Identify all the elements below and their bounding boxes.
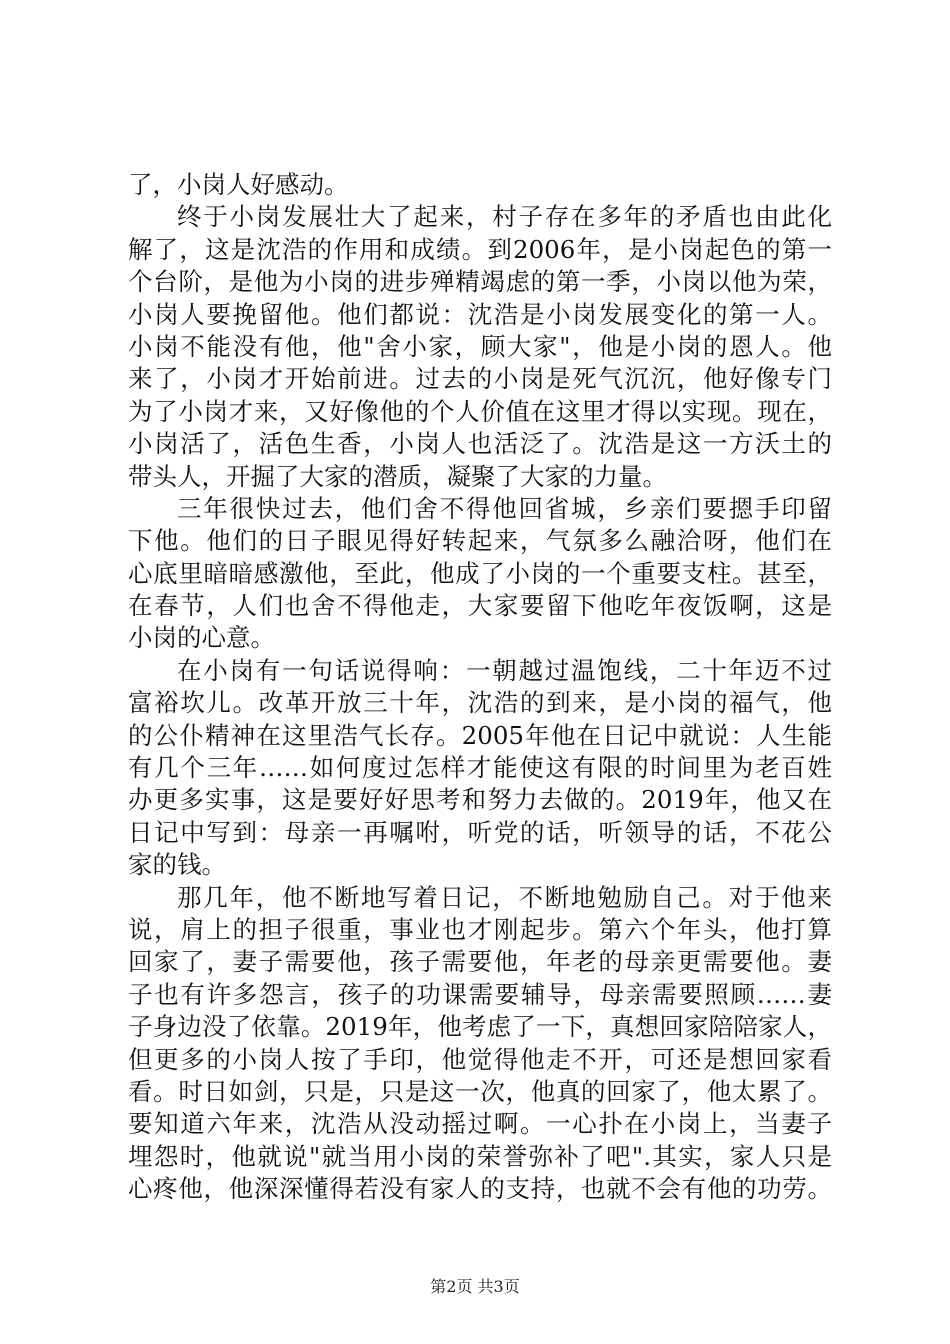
text-line: 带头人，开掘了大家的潜质，凝聚了大家的力量。 <box>128 461 667 491</box>
text-line: 三年很快过去，他们舍不得他回省城，乡亲们要摁手印留 <box>177 493 832 523</box>
text-line: 了，小岗人好感动。 <box>128 170 349 199</box>
text-line: 回家了，妻子需要他，孩子需要他，年老的母亲更需要他。妻 <box>128 947 832 977</box>
text-line: 埋怨时，他就说"就当用小岗的荣誉弥补了吧".其实，家人只是 <box>128 1141 832 1171</box>
text-line: 办更多实事，这是要好好思考和努力去做的。2019年，他又在 <box>128 785 832 815</box>
text-line: 心底里暗暗感激他，至此，他成了小岗的一个重要支柱。甚至， <box>128 558 832 588</box>
text-line: 终于小岗发展壮大了起来，村子存在多年的矛盾也由此化 <box>177 202 832 232</box>
text-line: 小岗的心意。 <box>128 623 275 653</box>
text-line: 小岗不能没有他，他"舍小家，顾大家"，他是小岗的恩人。他 <box>128 331 832 361</box>
text-line: 在小岗有一句话说得响：一朝越过温饱线，二十年迈不过 <box>177 655 832 685</box>
text-line: 为了小岗才来，又好像他的个人价值在这里才得以实现。现在， <box>128 396 832 426</box>
text-line: 说，肩上的担子很重，事业也才刚起步。第六个年头，他打算 <box>128 914 832 944</box>
text-line: 解了，这是沈浩的作用和成绩。到2006年，是小岗起色的第一 <box>128 234 832 264</box>
text-line: 下他。他们的日子眼见得好转起来，气氛多么融洽呀，他们在 <box>128 526 832 556</box>
text-line: 有几个三年……如何度过怎样才能使这有限的时间里为老百姓 <box>128 753 832 783</box>
text-line: 小岗人要挽留他。他们都说：沈浩是小岗发展变化的第一人。 <box>128 299 832 329</box>
text-line: 个台阶，是他为小岗的进步殚精竭虑的第一季，小岗以他为荣， <box>128 267 832 297</box>
text-line: 的公仆精神在这里浩气长存。2005年他在日记中就说：人生能 <box>128 720 832 750</box>
text-line: 但更多的小岗人按了手印，他觉得他走不开，可还是想回家看 <box>128 1044 832 1074</box>
text-line: 富裕坎儿。改革开放三十年，沈浩的到来，是小岗的福气，他 <box>128 688 832 718</box>
text-line: 要知道六年来，沈浩从没动摇过啊。一心扑在小岗上，当妻子 <box>128 1109 832 1139</box>
text-line: 日记中写到：母亲一再嘱咐，听党的话，听领导的话，不花公 <box>128 817 832 847</box>
text-line: 心疼他，他深深懂得若没有家人的支持，也就不会有他的功劳。 <box>128 1174 832 1204</box>
page-footer: 第2页 共3页 <box>430 1277 520 1296</box>
text-line: 来了，小岗才开始前进。过去的小岗是死气沉沉，他好像专门 <box>128 364 832 394</box>
text-line: 在春节，人们也舍不得他走，大家要留下他吃年夜饭啊，这是 <box>128 591 832 621</box>
text-line: 小岗活了，活色生香，小岗人也活泛了。沈浩是这一方沃土的 <box>128 429 832 459</box>
text-line: 子身边没了依靠。2019年，他考虑了一下，真想回家陪陪家人， <box>128 1012 832 1042</box>
text-line: 看。时日如剑，只是，只是这一次，他真的回家了，他太累了。 <box>128 1076 832 1106</box>
body-text <box>128 169 832 1206</box>
text-line: 子也有许多怨言，孩子的功课需要辅导，母亲需要照顾……妻 <box>128 979 832 1009</box>
text-line: 家的钱。 <box>128 850 226 880</box>
text-line: 那几年，他不断地写着日记，不断地勉励自己。对于他来 <box>177 882 832 912</box>
